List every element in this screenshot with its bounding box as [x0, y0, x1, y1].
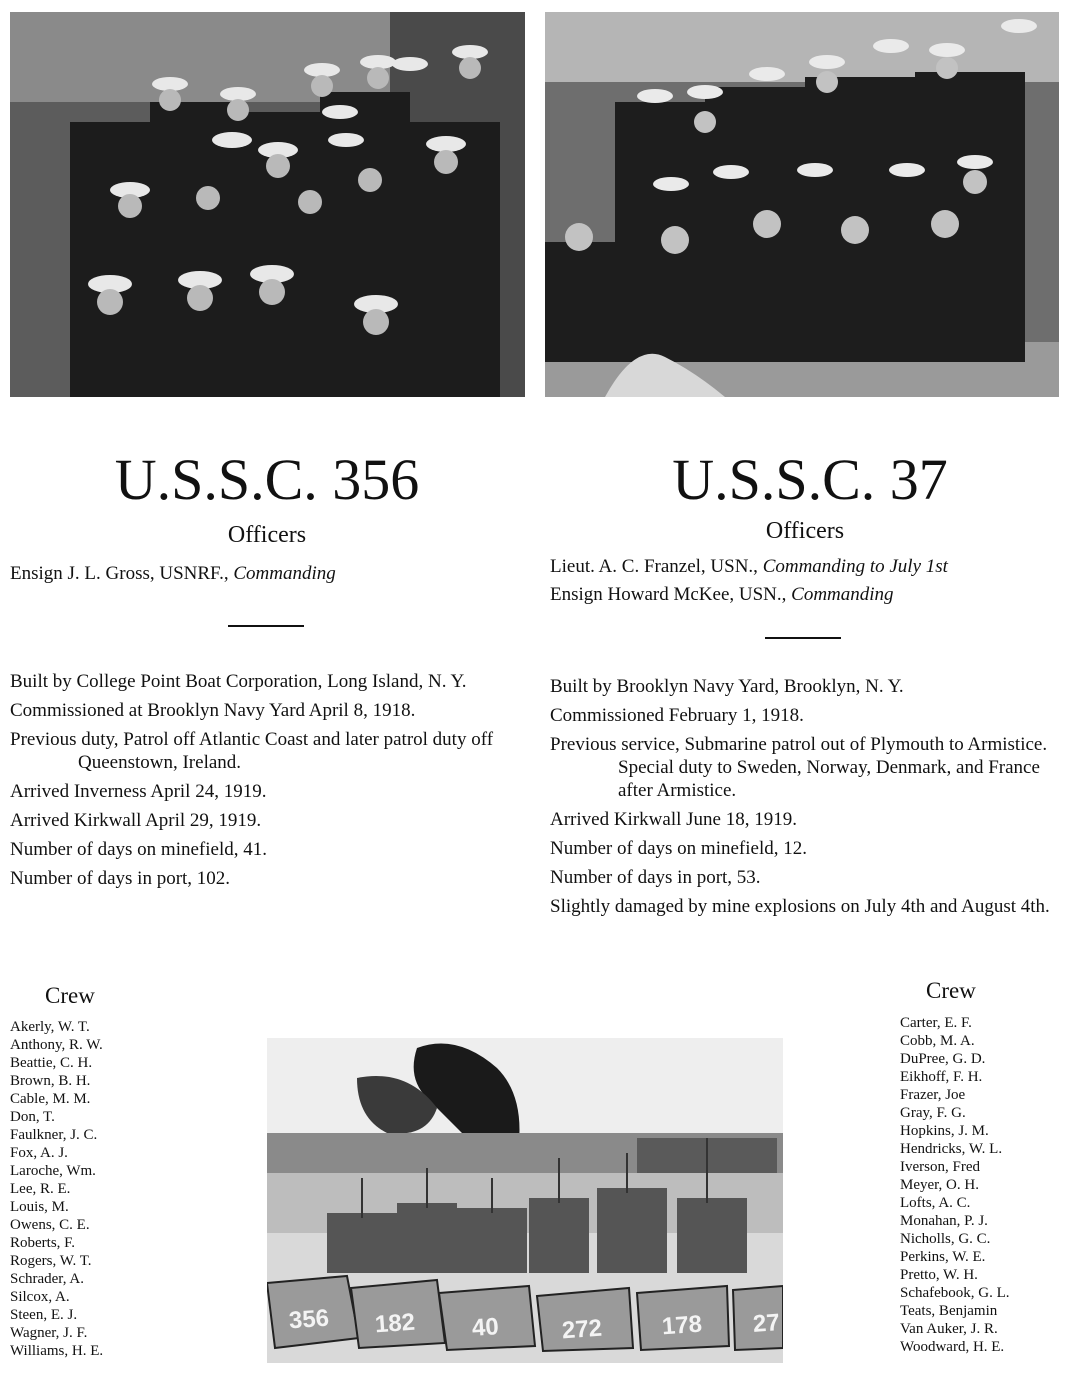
- crew-member: Silcox, A.: [10, 1289, 70, 1305]
- officers-heading-37: Officers: [765, 518, 845, 544]
- crew-member: Gray, F. G.: [900, 1105, 966, 1121]
- crew-list-356: [10, 1018, 103, 1360]
- facts-list-37: [550, 675, 1065, 924]
- crew-member: Frazer, Joe: [900, 1087, 966, 1103]
- crew-photo-356: [10, 12, 525, 397]
- crew-member: Nicholls, G. C.: [900, 1231, 991, 1247]
- crew-member: Fox, A. J.: [10, 1145, 68, 1161]
- officer-line-37-1: [550, 555, 948, 579]
- crew-member: Cobb, M. A.: [900, 1033, 975, 1049]
- officer-name: Lieut. A. C. Franzel, USN.,: [550, 556, 763, 577]
- crew-heading-37: Crew: [926, 978, 976, 1003]
- fact-item: Previous duty, Patrol off Atlantic Coast and later patrol duty off Queenstown, Ireland.: [10, 729, 494, 773]
- crew-member: Meyer, O. H.: [900, 1177, 979, 1193]
- crew-member: Hendricks, W. L.: [900, 1141, 1003, 1157]
- crew-heading-356: Crew: [45, 983, 95, 1008]
- harbor-photo: [267, 1038, 783, 1363]
- officer-line-356-1: [10, 562, 336, 586]
- crew-member: Schafebook, G. L.: [900, 1285, 1010, 1301]
- crew-member: Hopkins, J. M.: [900, 1123, 989, 1139]
- crew-member: Iverson, Fred: [900, 1159, 980, 1175]
- fact-item: Arrived Inverness April 24, 1919.: [10, 781, 267, 802]
- hull-number: 356: [288, 1304, 330, 1335]
- crew-member: Woodward, H. E.: [900, 1339, 1005, 1355]
- officers-heading-356: Officers: [227, 522, 307, 548]
- hull-number: 272: [561, 1314, 603, 1345]
- fact-item: Built by College Point Boat Corporation, Long Island, N. Y.: [10, 671, 467, 692]
- crew-photo-37: [545, 12, 1059, 397]
- crew-member: Don, T.: [10, 1109, 55, 1125]
- officer-role: Commanding to July 1st: [762, 556, 948, 577]
- fact-item: Built by Brooklyn Navy Yard, Brooklyn, N. Y.: [550, 676, 904, 697]
- crew-member: Faulkner, J. C.: [10, 1127, 98, 1143]
- hull-number: 182: [374, 1308, 416, 1339]
- fact-item: Number of days in port, 53.: [550, 867, 761, 888]
- crew-member: Teats, Benjamin: [900, 1303, 998, 1319]
- crew-member: Eikhoff, F. H.: [900, 1069, 983, 1085]
- crew-member: Beattie, C. H.: [10, 1055, 93, 1071]
- hull-number: 40: [471, 1313, 500, 1342]
- hull-number: 178: [661, 1310, 703, 1341]
- divider-356: [228, 625, 304, 627]
- crew-member: Schrader, A.: [10, 1271, 84, 1287]
- crew-member: Steen, E. J.: [10, 1307, 78, 1323]
- fact-item: Commissioned at Brooklyn Navy Yard April 8, 1918.: [10, 700, 416, 721]
- crew-member: Louis, M.: [10, 1199, 69, 1215]
- facts-list-356: [10, 670, 525, 896]
- officer-name: Ensign J. L. Gross, USNRF.,: [10, 563, 234, 584]
- fact-item: Previous service, Submarine patrol out of Plymouth to Armistice. Special duty to Sweden, Norway, Denmark, and France after Armistice.: [550, 734, 1048, 801]
- crew-member: Laroche, Wm.: [10, 1163, 96, 1179]
- crew-member: Pretto, W. H.: [900, 1267, 978, 1283]
- crew-member: Williams, H. E.: [10, 1343, 104, 1359]
- fact-item: Number of days on minefield, 41.: [10, 839, 267, 860]
- crew-member: DuPree, G. D.: [900, 1051, 986, 1067]
- fact-item: Arrived Kirkwall June 18, 1919.: [550, 809, 797, 830]
- crew-member: Owens, C. E.: [10, 1217, 90, 1233]
- officer-role: Commanding: [791, 584, 894, 605]
- crew-member: Carter, E. F.: [900, 1015, 972, 1031]
- officer-role: Commanding: [233, 563, 336, 584]
- crew-member: Cable, M. M.: [10, 1091, 91, 1107]
- crew-member: Roberts, F.: [10, 1235, 76, 1251]
- officer-line-37-2: [550, 583, 894, 607]
- divider-37: [765, 637, 841, 639]
- crew-member: Rogers, W. T.: [10, 1253, 92, 1269]
- crew-member: Wagner, J. F.: [10, 1325, 88, 1341]
- crew-member: Lee, R. E.: [10, 1181, 71, 1197]
- officer-name: Ensign Howard McKee, USN.,: [550, 584, 792, 605]
- ship-title-37: U.S.S.C. 37: [672, 447, 948, 512]
- fact-item: Number of days on minefield, 12.: [550, 838, 807, 859]
- fact-item: Commissioned February 1, 1918.: [550, 705, 804, 726]
- crew-list-37: [900, 1014, 1010, 1356]
- crew-member: Akerly, W. T.: [10, 1019, 90, 1035]
- fact-item: Number of days in port, 102.: [10, 868, 231, 889]
- crew-member: Van Auker, J. R.: [900, 1321, 998, 1337]
- hull-number: 27: [752, 1309, 781, 1338]
- crew-member: Lofts, A. C.: [900, 1195, 971, 1211]
- crew-member: Anthony, R. W.: [10, 1037, 103, 1053]
- ship-title-356: U.S.S.C. 356: [114, 447, 420, 512]
- crew-member: Perkins, W. E.: [900, 1249, 986, 1265]
- fact-item: Arrived Kirkwall April 29, 1919.: [10, 810, 262, 831]
- crew-member: Brown, B. H.: [10, 1073, 91, 1089]
- crew-member: Monahan, P. J.: [900, 1213, 988, 1229]
- fact-item: Slightly damaged by mine explosions on July 4th and August 4th.: [550, 896, 1050, 917]
